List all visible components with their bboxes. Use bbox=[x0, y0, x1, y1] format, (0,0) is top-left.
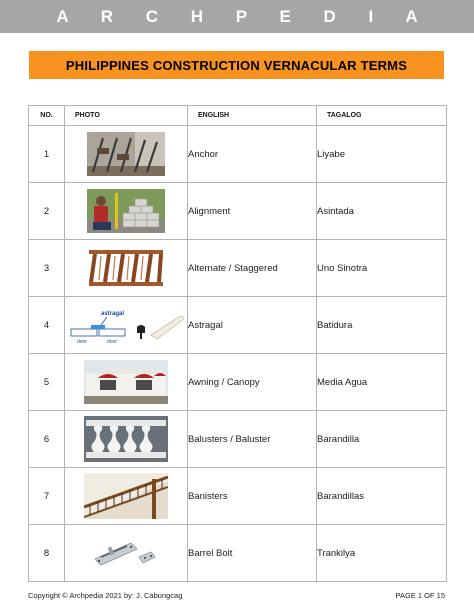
table-header-row bbox=[29, 106, 447, 126]
row-tagalog-term: Media Agua bbox=[317, 354, 447, 411]
row-number: 5 bbox=[29, 354, 65, 411]
row-tagalog-term: Barandillas bbox=[317, 468, 447, 525]
row-tagalog-term: Uno Sinotra bbox=[317, 240, 447, 297]
row-english-term: Awning / Canopy bbox=[188, 354, 317, 411]
row-photo bbox=[65, 126, 188, 183]
row-english-term: Balusters / Baluster bbox=[188, 411, 317, 468]
row-english-term: Banisters bbox=[188, 468, 317, 525]
column-header-english: ENGLISH bbox=[188, 106, 317, 126]
document-title-box bbox=[29, 51, 444, 79]
anchor-bolts-photo bbox=[87, 132, 165, 176]
table-row bbox=[29, 183, 447, 240]
row-english-term: Alignment bbox=[188, 183, 317, 240]
row-tagalog-term: Batidura bbox=[317, 297, 447, 354]
terms-table bbox=[28, 105, 447, 582]
row-english-term: Alternate / Staggered bbox=[188, 240, 317, 297]
row-photo bbox=[65, 354, 188, 411]
table-row bbox=[29, 240, 447, 297]
table-row bbox=[29, 525, 447, 582]
row-english-term: Astragal bbox=[188, 297, 317, 354]
table-row bbox=[29, 297, 447, 354]
document-title: PHILIPPINES CONSTRUCTION VERNACULAR TERMS bbox=[65, 57, 408, 73]
row-photo bbox=[65, 297, 188, 354]
row-tagalog-term: Trankilya bbox=[317, 525, 447, 582]
row-number: 7 bbox=[29, 468, 65, 525]
row-photo bbox=[65, 240, 188, 297]
row-number: 6 bbox=[29, 411, 65, 468]
brand-name: A R C H P E D I A bbox=[56, 6, 432, 26]
balusters-photo bbox=[84, 416, 168, 462]
footer-page-number: PAGE 1 OF 15 bbox=[395, 591, 445, 600]
column-header-photo: PHOTO bbox=[65, 106, 188, 126]
door-left-label: door bbox=[77, 339, 88, 345]
table-row bbox=[29, 126, 447, 183]
door-right-label: door bbox=[107, 339, 118, 345]
table-row bbox=[29, 468, 447, 525]
row-tagalog-term: Liyabe bbox=[317, 126, 447, 183]
row-number: 2 bbox=[29, 183, 65, 240]
row-number: 8 bbox=[29, 525, 65, 582]
barrel-bolt-photo bbox=[87, 533, 165, 573]
staggered-studs-photo bbox=[87, 246, 165, 290]
astragal-label: astragal bbox=[101, 311, 125, 317]
row-number: 4 bbox=[29, 297, 65, 354]
row-photo bbox=[65, 183, 188, 240]
awning-house-photo bbox=[84, 360, 168, 404]
footer-copyright: Copyright © Archpedia 2021 by: J. Cabungcag bbox=[28, 591, 183, 600]
mason-alignment-photo bbox=[87, 189, 165, 233]
row-photo bbox=[65, 525, 188, 582]
row-tagalog-term: Barandilla bbox=[317, 411, 447, 468]
astragal-diagram-photo bbox=[67, 303, 185, 347]
column-header-no: NO. bbox=[29, 106, 65, 126]
row-english-term: Barrel Bolt bbox=[188, 525, 317, 582]
row-number: 3 bbox=[29, 240, 65, 297]
row-tagalog-term: Asintada bbox=[317, 183, 447, 240]
row-photo bbox=[65, 468, 188, 525]
column-header-tagalog: TAGALOG bbox=[317, 106, 447, 126]
brand-banner bbox=[0, 0, 474, 33]
row-photo bbox=[65, 411, 188, 468]
row-number: 1 bbox=[29, 126, 65, 183]
row-english-term: Anchor bbox=[188, 126, 317, 183]
banister-stair-photo bbox=[84, 473, 168, 519]
table-row bbox=[29, 411, 447, 468]
table-row bbox=[29, 354, 447, 411]
